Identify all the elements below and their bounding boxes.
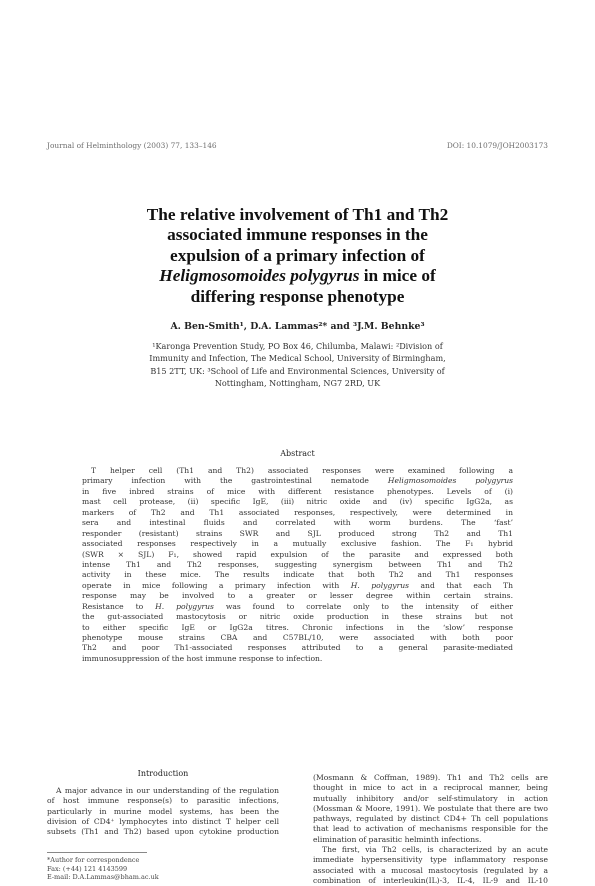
affiliations bbox=[75, 340, 520, 389]
text-line: of host immune response(s) to parasitic infections, bbox=[47, 796, 279, 806]
text-line: intense Th1 and Th2 responses, suggesting synergism between Th1 and Th2 bbox=[82, 559, 513, 569]
footnote-line: E-mail: D.A.Lammas@bham.ac.uk bbox=[47, 873, 159, 882]
introduction-heading: Introduction bbox=[137, 769, 189, 778]
text-line: associated with a mucosal mastocytosis (regulated by a bbox=[313, 865, 548, 875]
text-line: (Mosmann & Coffman, 1989). Th1 and Th2 cells are bbox=[313, 773, 548, 782]
text-line: mast cell protease, (ii) specific IgE, (iii) nitric oxide and (iv) specific IgG2a, as bbox=[82, 497, 513, 507]
text-line: T helper cell (Th1 and Th2) associated responses were examined following a bbox=[91, 466, 513, 475]
text-line: A major advance in our understanding of the regulation bbox=[56, 786, 279, 795]
affiliation-line: Nottingham, Nottingham, NG7 2RD, UK bbox=[214, 377, 381, 388]
text-line: pathways, regulated by distinct CD4+ Th cell populations bbox=[313, 814, 548, 824]
authors: A. Ben-Smith¹, D.A. Lammas²* and ³J.M. Behnke³ bbox=[170, 321, 425, 332]
abstract-body bbox=[82, 466, 513, 664]
text-line: thought in mice to act in a reciprocal manner, being bbox=[313, 783, 548, 793]
text-line: immediate hypersensitivity type inflammatory response bbox=[313, 855, 548, 865]
text-line: the gut-associated mastocytosis or nitric oxide production in these strains but not bbox=[82, 612, 513, 622]
species-name: Heligmosomoides polygyrus bbox=[159, 266, 360, 286]
text-line: mutually inhibitory and/or self-stimulatory in action bbox=[313, 793, 548, 803]
introduction-right-column bbox=[313, 773, 548, 886]
footnote-divider bbox=[47, 852, 147, 853]
footnote-line: Fax: (+44) 121 4143599 bbox=[47, 864, 128, 873]
footnotes bbox=[47, 856, 159, 882]
text-line: responder (resistant) strains SWR and SJL produced strong Th2 and Th1 bbox=[82, 528, 513, 538]
text-line: sera and intestinal fluids and correlated with worm burdens. The ‘fast’ bbox=[82, 518, 513, 528]
abstract-heading: Abstract bbox=[280, 449, 315, 458]
text-line: (SWR × SJL) F₁, showed rapid expulsion of the parasite and expressed both bbox=[82, 549, 513, 559]
title-line: Heligmosomoides polygyrus in mice of bbox=[159, 266, 436, 286]
text-line: elimination of parasitic helminth infections. bbox=[313, 834, 482, 844]
text-line: division of CD4⁺ lymphocytes into distinct T helper cell bbox=[47, 816, 279, 826]
doi: DOI: 10.1079/JOH2003173 bbox=[446, 141, 548, 150]
text-line: in five inbred strains of mice with different resistance phenotypes. Levels of (i) bbox=[82, 486, 513, 496]
affiliation-line: B15 2TT, UK: ³School of Life and Environmental Sciences, University of bbox=[150, 365, 445, 376]
journal-citation: Journal of Helminthology (2003) 77, 133–146 bbox=[47, 141, 217, 150]
text-line: particularly in murine model systems, has been the bbox=[47, 806, 279, 816]
text-line: response may be involved to a greater or lesser degree within certain strains. bbox=[82, 591, 513, 601]
introduction-left-column bbox=[47, 786, 279, 837]
text-line: combination of interleukin(IL)-3, IL-4, IL-9 and IL-10 bbox=[313, 875, 548, 885]
title-line: expulsion of a primary infection of bbox=[170, 245, 425, 265]
text-line: operate in mice following a primary infection with H. polygyrus and that each Th bbox=[82, 580, 514, 590]
text-line: phenotype mouse strains CBA and C57BL/10, were associated with both poor bbox=[82, 633, 513, 642]
title-line: The relative involvement of Th1 and Th2 bbox=[146, 205, 449, 224]
text-line: to either specific IgE or IgG2a titres. Chronic infections in the ‘slow’ response bbox=[82, 622, 513, 632]
text-line: (Mossman & Moore, 1991). We postulate that there are two bbox=[313, 803, 548, 813]
text-line: primary infection with the gastrointestinal nematode Heligmosomoides polygyrus bbox=[82, 476, 513, 486]
text-line: that lead to activation of mechanisms responsible for the bbox=[313, 824, 548, 834]
article-title bbox=[60, 205, 535, 307]
text-line: The first, via Th2 cells, is characterized by an acute bbox=[322, 845, 548, 855]
text-line: associated responses respectively in a mutually exclusive fashion. The F₁ hybrid bbox=[82, 539, 513, 549]
running-header bbox=[47, 141, 548, 155]
text-line: immunosuppression of the host immune response to infection. bbox=[82, 653, 323, 663]
text-line: subsets (Th1 and Th2) based upon cytokine production bbox=[47, 827, 279, 837]
text-line: markers of Th2 and Th1 associated responses, respectively, were determined in bbox=[82, 507, 513, 517]
footnote-line: *Author for correspondence bbox=[47, 856, 140, 864]
title-line: associated immune responses in the bbox=[167, 225, 428, 245]
text-line: Resistance to H. polygyrus was found to correlate only to the intensity of either bbox=[82, 601, 514, 611]
affiliation-line: Immunity and Infection, The Medical School, University of Birmingham, bbox=[149, 353, 446, 364]
text-line: Th2 and poor Th1-associated responses attributed to a general parasite-mediated bbox=[82, 643, 513, 653]
affiliation-line: ¹Karonga Prevention Study, PO Box 46, Chilumba, Malawi: ²Division of bbox=[152, 341, 443, 351]
title-line: differing response phenotype bbox=[190, 286, 405, 306]
text-line: activity in these mice. The results indicate that both Th2 and Th1 responses bbox=[82, 570, 513, 580]
